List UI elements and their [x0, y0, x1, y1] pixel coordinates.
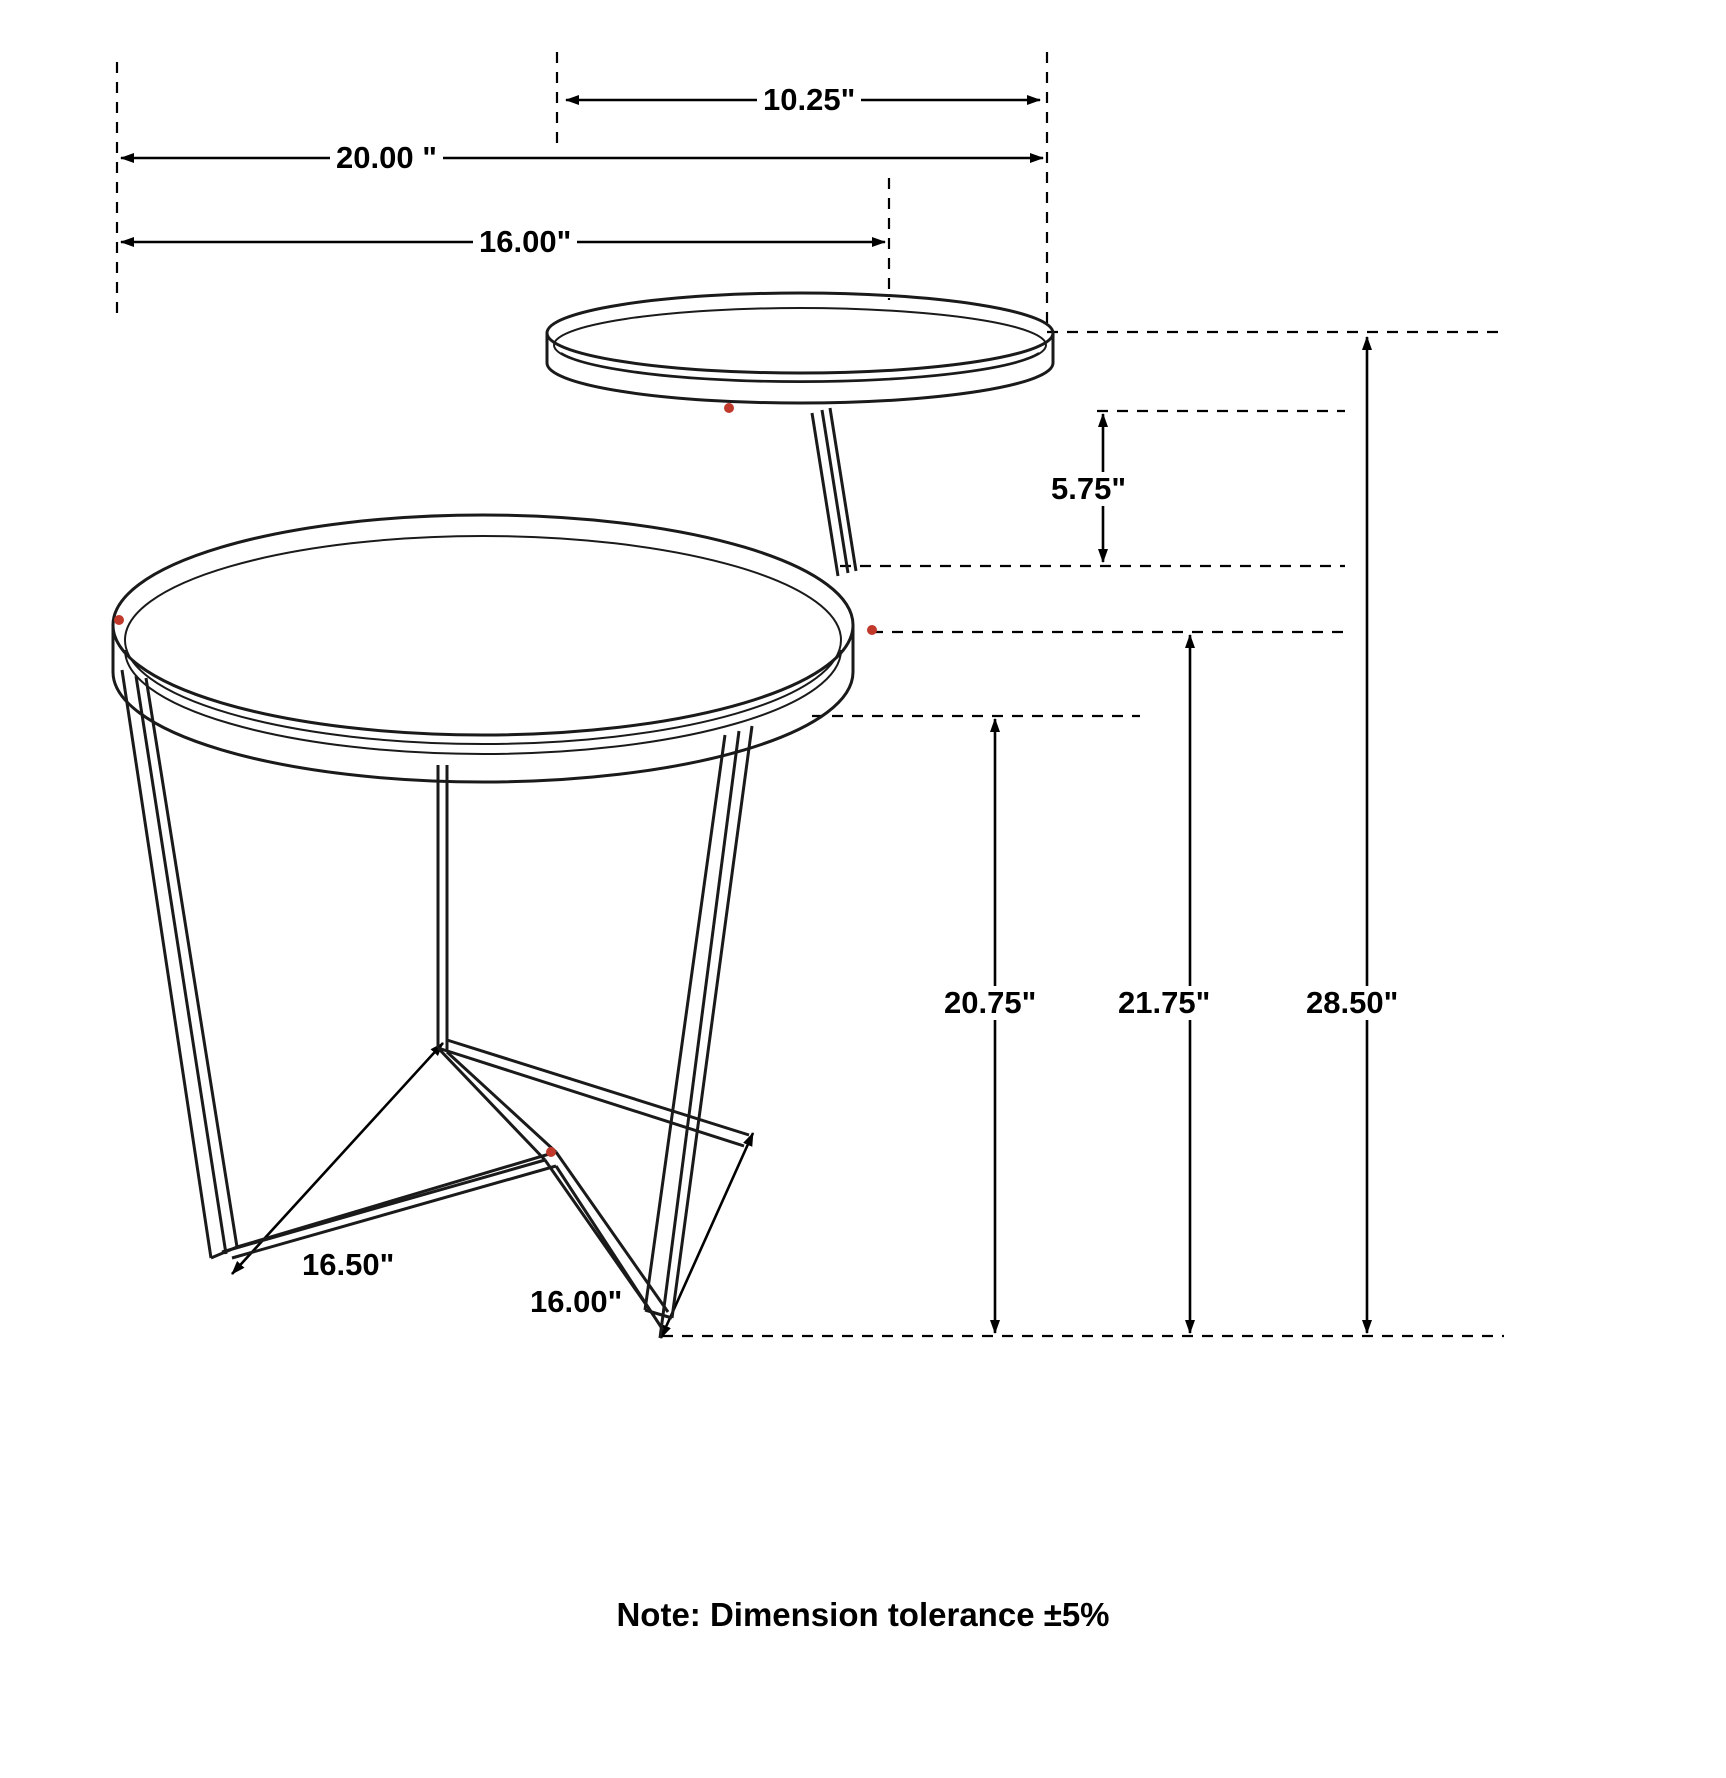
dim-label-table-top-upper-height: 21.75" — [1112, 986, 1216, 1020]
shelf-support-post — [812, 408, 856, 576]
dimension-lines — [121, 100, 1367, 1338]
dim-label-upper-shelf-height-gap: 5.75" — [1045, 472, 1132, 506]
upper-shelf — [547, 293, 1053, 403]
extension-lines — [117, 52, 1504, 1336]
dim-label-overall-height: 28.50" — [1300, 986, 1404, 1020]
table-top — [113, 515, 853, 782]
furniture-illustration — [113, 293, 1053, 1338]
dim-label-upper-shelf-offset: 10.25" — [757, 83, 861, 117]
dim-label-top-overall-width: 20.00 " — [330, 141, 443, 175]
dim-label-table-top-height: 20.75" — [938, 986, 1042, 1020]
dim-label-lower-top-diameter: 16.00" — [473, 225, 577, 259]
dim-label-base-width: 16.00" — [524, 1285, 628, 1319]
tolerance-note: Note: Dimension tolerance ±5% — [616, 1596, 1110, 1633]
dim-label-base-depth: 16.50" — [296, 1248, 400, 1282]
